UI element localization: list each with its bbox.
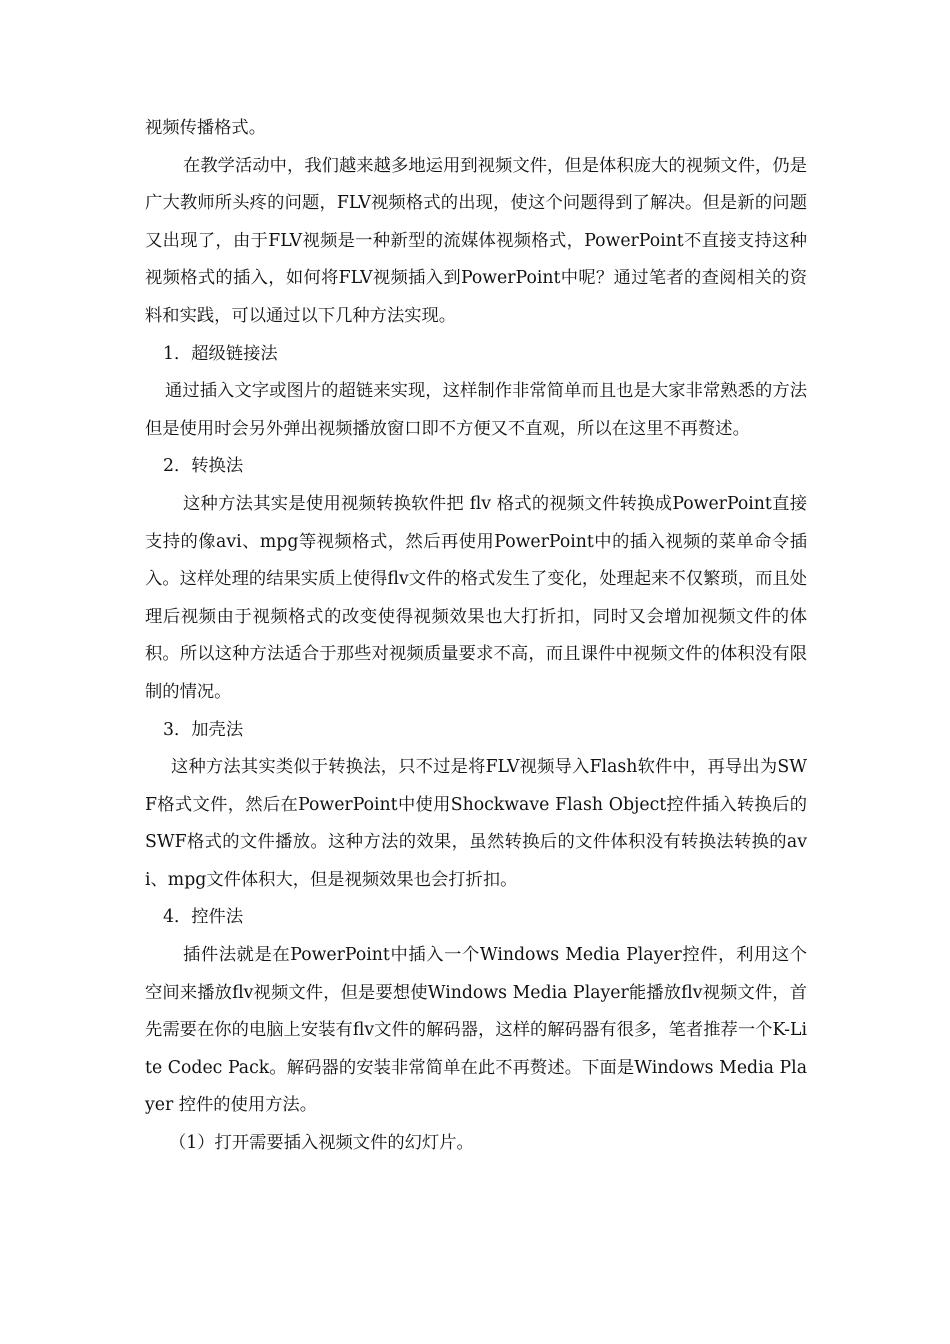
paragraph-background: 在教学活动中，我们越来越多地运用到视频文件，但是体积庞大的视频文件，仍是广大教师所头疼的问题，FLV视频格式的出现，使这个问题得到了解决。但是新的问题又出现了，由于FLV视频是一种新型的流媒体视频格式，PowerPoint不直接支持这种视频格式的插入，如何将FLV视频插入到PowerPoint中呢？通过笔者的查阅相关的资料和实践，可以通过以下几种方法实现。 bbox=[145, 155, 807, 326]
section-heading-hyperlink: 1．超级链接法 bbox=[163, 343, 278, 364]
paragraph-control-method: 插件法就是在PowerPoint中插入一个Windows Media Player控件，利用这个空间来播放flv视频文件，但是要想使Windows Media Player能播放flv视频文件，首先需要在你的电脑上安装有flv文件的解码器，这样的解码器有很多，笔者推荐一个K-Lite Codec Pack。解码器的安装非常简单在此不再赘述。下面是Windows Media Player 控件的使用方法。 bbox=[145, 945, 807, 1116]
section-heading-control: 4．控件法 bbox=[163, 907, 244, 928]
paragraph-hyperlink-method: 通过插入文字或图片的超链来实现，这样制作非常简单而且也是大家非常熟悉的方法但是使用时会另外弹出视频播放窗口即不方便又不直观，所以在这里不再赘述。 bbox=[145, 381, 807, 439]
paragraph-conversion-method: 这种方法其实是使用视频转换软件把 flv 格式的视频文件转换成PowerPoint直接支持的像avi、mpg等视频格式，然后再使用PowerPoint中的插入视频的菜单命令插入。这样处理的结果实质上使得flv文件的格式发生了变化，处理起来不仅繁琐，而且处理后视频由于视频格式的改变使得视频效果也大打折扣，同时又会增加视频文件的体积。所以这种方法适合于那些对视频质量要求不高，而且课件中视频文件的体积没有限制的情况。 bbox=[145, 493, 807, 702]
paragraph-intro-tail: 视频传播格式。 bbox=[145, 118, 266, 138]
document-body bbox=[145, 110, 807, 1163]
step-item-1: （1）打开需要插入视频文件的幻灯片。 bbox=[169, 1133, 474, 1154]
paragraph-shell-method: 这种方法其实类似于转换法，只不过是将FLV视频导入Flash软件中，再导出为SWF格式文件，然后在PowerPoint中使用Shockwave Flash Object控件插入转换后的SWF格式的文件播放。这种方法的效果，虽然转换后的文件体积没有转换法转换的avi、mpg文件体积大，但是视频效果也会打折扣。 bbox=[145, 757, 807, 890]
section-heading-shell: 3．加壳法 bbox=[163, 719, 244, 740]
section-heading-conversion: 2．转换法 bbox=[163, 456, 244, 477]
